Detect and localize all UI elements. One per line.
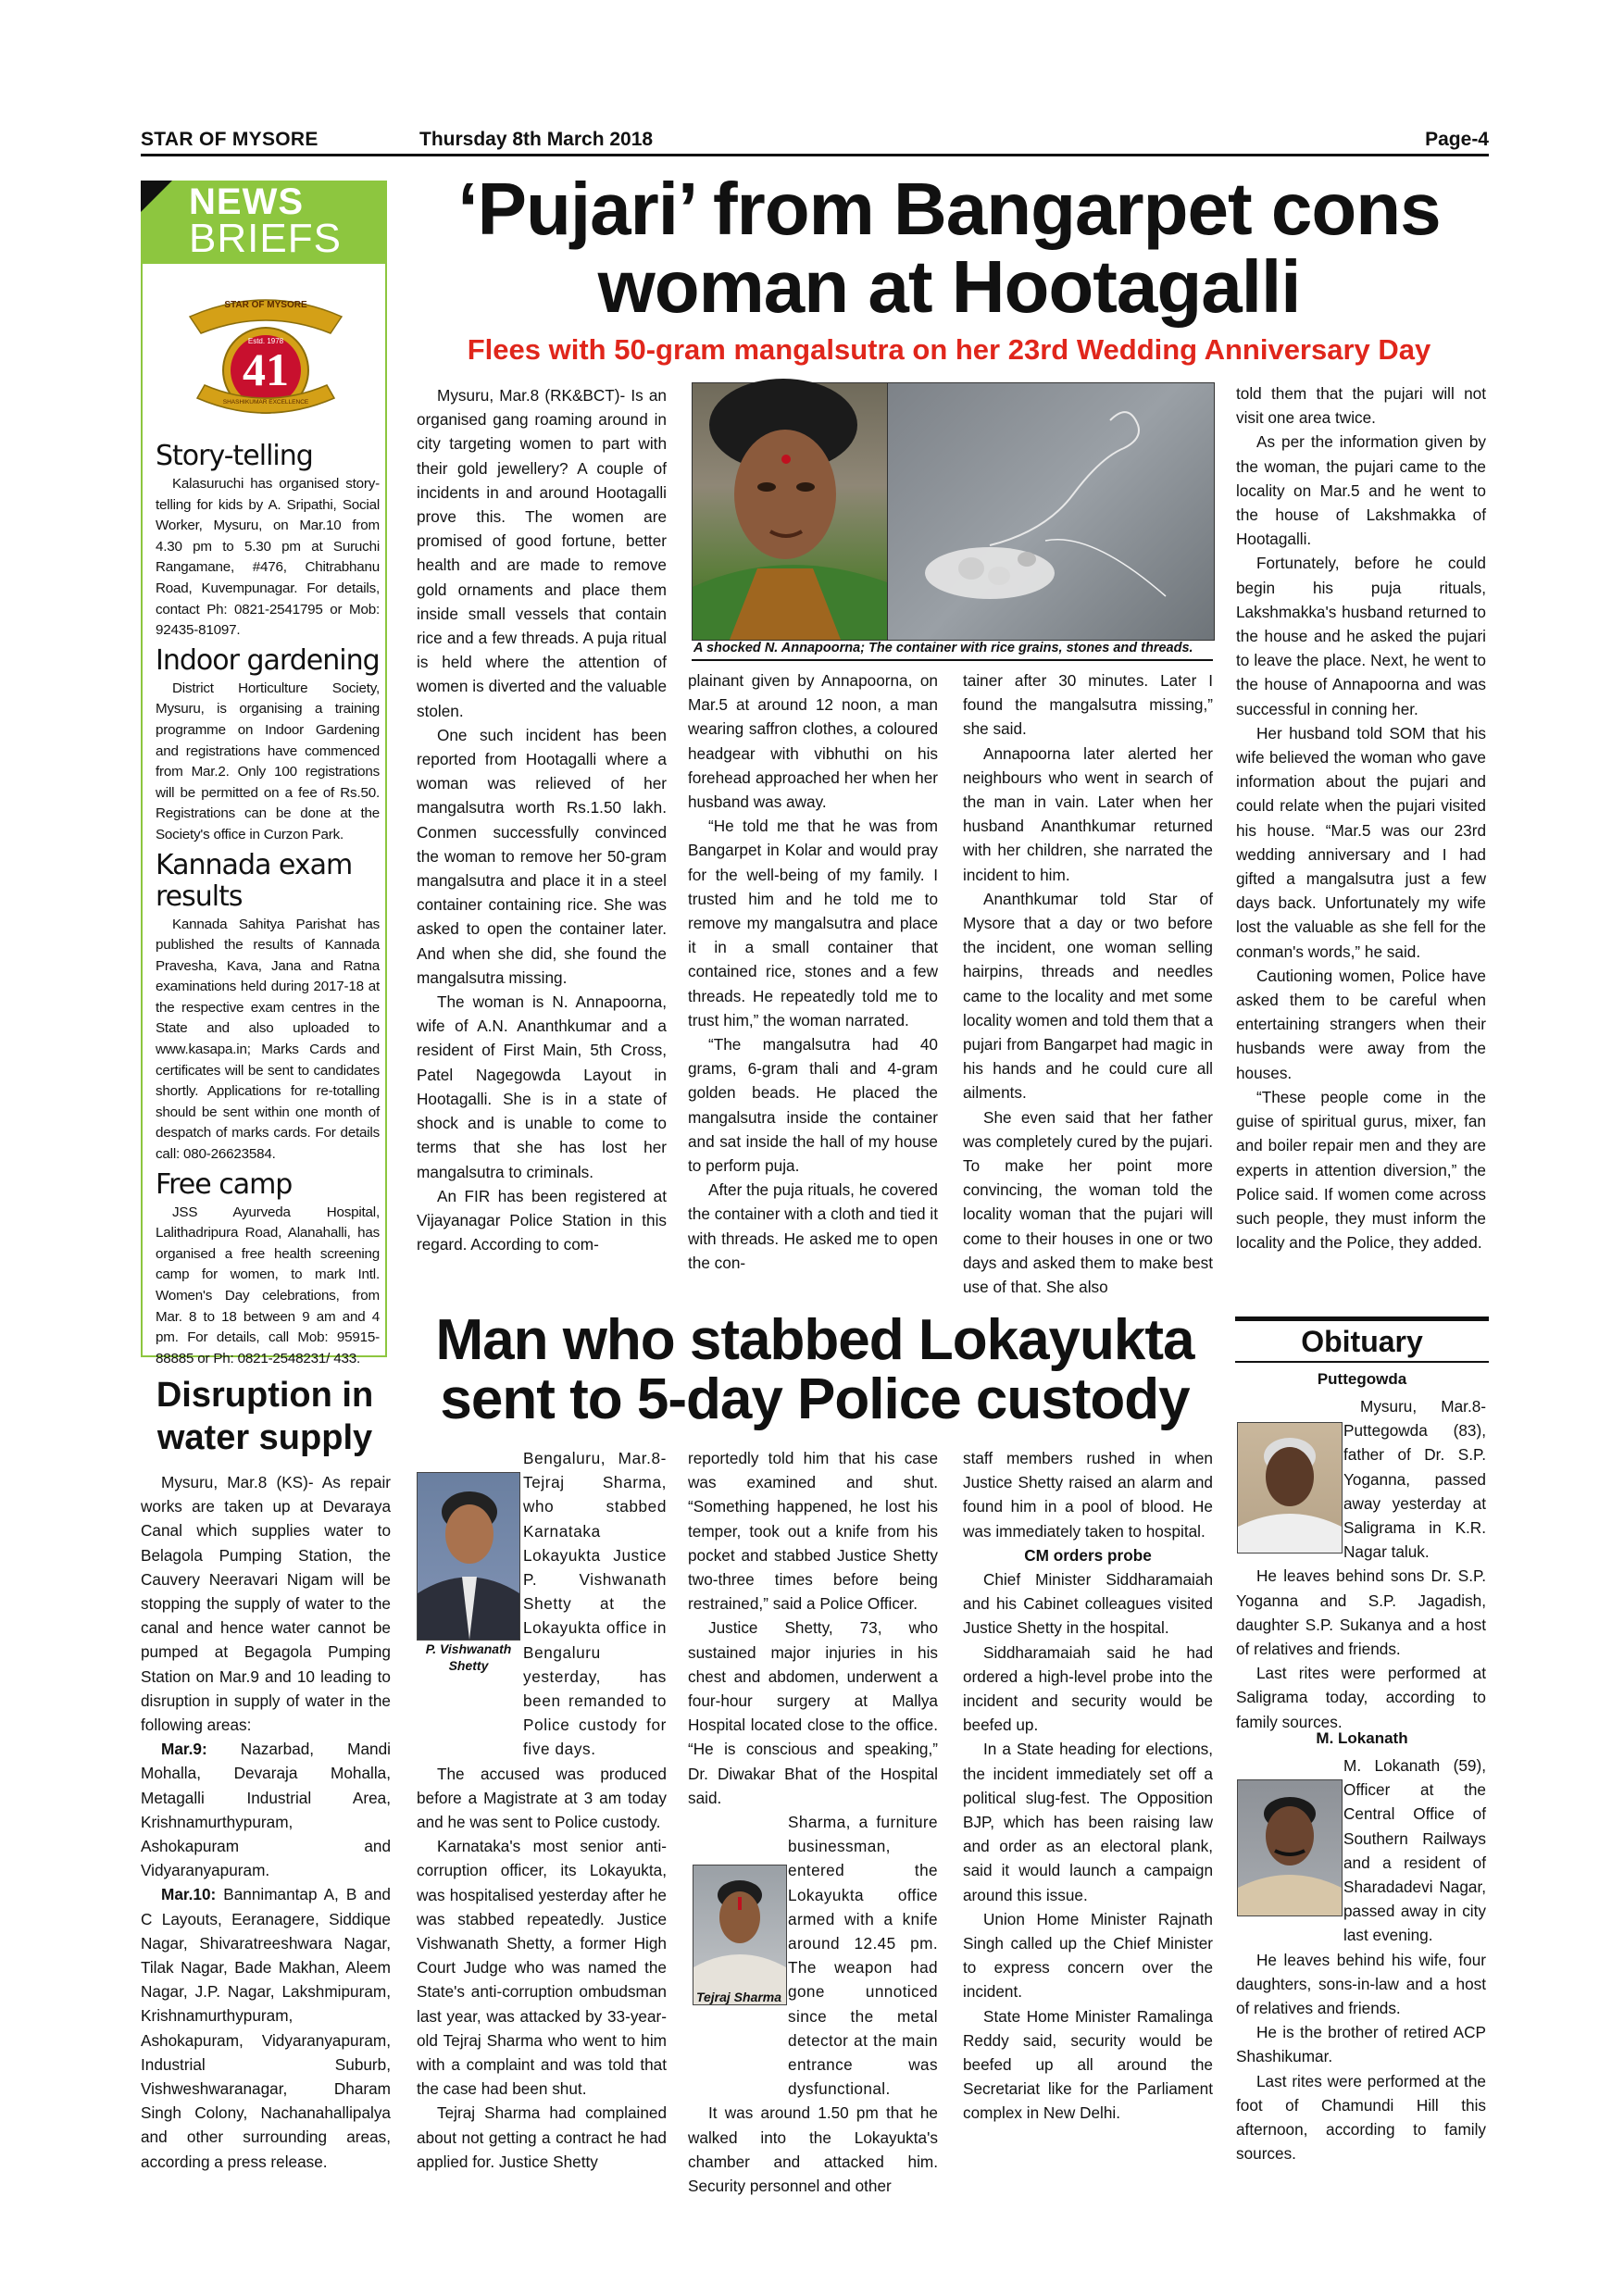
container-rice-photo bbox=[887, 382, 1215, 641]
pujari-paragraph: “These people come in the guise of spiritual gurus, mixer, fan and boiler repair men and they are experts in attention diversion,” the Police said. If women come across such people, they must inform the locality and the Police, they added. bbox=[1236, 1087, 1486, 1253]
masthead-date: Thursday 8th March 2018 bbox=[419, 129, 654, 150]
news-briefs-banner bbox=[141, 181, 387, 264]
water-article-body bbox=[141, 1470, 391, 2174]
caption-rule bbox=[692, 659, 1213, 661]
brief-body: District Horticulture Society, Mysuru, is organising a training programme on Indoor Gardening and registrations have commenced from Mar.2. Only 100 registrations will be permitted on a fee of Rs.50. Registrations can be done at the Society's office in Curzon Park. bbox=[156, 680, 380, 842]
masthead-paper-name: STAR OF MYSORE bbox=[141, 129, 319, 150]
brief-heading: Indoor gardening bbox=[156, 643, 380, 677]
pujari-paragraph: An FIR has been registered at Vijayanagar Police Station in this regard. According to com- bbox=[417, 1186, 667, 1254]
obituary-puttegowda-text bbox=[1236, 1394, 1486, 1731]
pujari-paragraph: Mysuru, Mar.8 (RK&BCT)- Is an organised gang roaming around in city targeting women to part with their gold jewellery? A couple of incidents in and around Hootagalli prove this. The women are promised of good fortune, better health and are made to remove gold ornaments and place them inside small vessels that contain rice and a few threads. A puja ritual is held where the attention of women is diverted and the valuable stolen. bbox=[417, 386, 667, 720]
obituary-bottom-rule bbox=[1235, 1361, 1489, 1363]
logo-number: 41 bbox=[243, 343, 289, 395]
pujari-paragraph: plainant given by Annapoorna, on Mar.5 at around 12 noon, a man wearing saffron clothes, a coloured headgear with vibhuthi on his forehead approached her when her husband was away. bbox=[688, 671, 938, 812]
pujari-paragraph: Her husband told SOM that his wife believed the woman who gave information about the pujari and could relate when the pujari visited his house. “Mar.5 was our 23rd wedding anniversary and I had gifted a mangalsutra just a few days back. Unfortunately my wife lost the valuable as she fell for the conman's words,” he said. bbox=[1236, 723, 1486, 961]
lokayukta-paragraph: State Home Minister Ramalinga Reddy said, security would be beefed up all around the Secretariat like for the Parliament complex in New Delhi. bbox=[963, 2006, 1213, 2123]
water-dates-mar9 bbox=[141, 1737, 391, 1882]
brief-body: Kalasuruchi has organised story-telling for kids by A. Sripathi, Social Worker, Mysuru, on Mar.10 from 4.30 pm to 5.30 pm at Suruchi Rangamane, #476, Chitrabhanu Road, Kuvempunagar. For details, contact Ph: 0821-2541795 or Mob: 92435-81097. bbox=[156, 476, 380, 639]
lokayukta-paragraph: The accused was produced before a Magistrate at 3 am today and he was sent to Police custody. bbox=[417, 1764, 667, 1832]
obituary-paragraph: He leaves behind his wife, four daughters, sons-in-law and a host of relatives and friends. bbox=[1236, 1950, 1486, 2018]
lokayukta-column-1 bbox=[417, 1446, 667, 2177]
obituary-title: Obituary bbox=[1301, 1325, 1423, 1358]
lokayukta-column-2 bbox=[688, 1446, 938, 2196]
obituary-lokanath-text bbox=[1236, 1753, 1486, 2179]
water-areas: Nazarbad, Mandi Mohalla, Devaraja Mohalla, Metagalli Industrial Area, Krishnamurthypuram, Ashokapuram and Vidyaranyapuram. bbox=[141, 1740, 391, 1880]
brief-heading: Kannada exam results bbox=[156, 848, 353, 913]
obituary-paragraph: He is the brother of retired ACP Shashikumar. bbox=[1236, 2023, 1486, 2066]
obituary-intro: Mysuru, Mar.8- Puttegowda (83), father of Dr. S.P. Yoganna, passed away yesterday at Saligrama in K.R. Nagar taluk. bbox=[1343, 1397, 1486, 1562]
pujari-paragraph: Ananthkumar told Star of Mysore that a day or two before the incident, one woman selling hairpins, threads and needles came to the locality and met some locality women and told them that a pujari from Bangarpet had magic in his hands and he could cure all ailments. bbox=[963, 889, 1213, 1103]
briefs-list bbox=[156, 437, 380, 1369]
lokayukta-paragraph: staff members rushed in when Justice Shetty raised an alarm and found him in a pool of blood. He was immediately taken to hospital. bbox=[963, 1449, 1213, 1541]
lokayukta-paragraph: Karnataka's most senior anti-corruption officer, its Lokayukta, was hospitalised yesterday after he was stabbed repeatedly. Justice Vishwanath Shetty, a former High Court Judge who was named the State's anti-corruption ombudsman last year, was attacked by 33-year-old Tejraj Sharma who went to him with a complaint and was told that the case had been shut. bbox=[417, 1837, 667, 2099]
lokayukta-sharma-paragraph: Sharma, a furniture businessman, entered the Lokayukta office armed with a knife around 12.45 pm. The weapon had gone unnoticed since the metal detector at the main entrance was dysfunctional. bbox=[788, 1813, 938, 2099]
lokayukta-paragraph: In a State heading for elections, the incident immediately set off a political slug-fest. The Opposition BJP, which has been raising law and order as an electoral plank, said it would launch a campaign around this issue. bbox=[963, 1740, 1213, 1904]
brief-item bbox=[156, 645, 380, 846]
brief-item bbox=[156, 441, 380, 642]
obituary-top-rule bbox=[1235, 1316, 1489, 1321]
pujari-paragraph: Fortunately, before he could begin his puja rituals, Lakshmakka's husband returned to the house and he asked the pujari to leave the place. Next, he went to the house of Annapoorna and was successful in conning her. bbox=[1236, 554, 1486, 718]
annapoorna-photo bbox=[692, 382, 888, 641]
pujari-paragraph: “The mangalsutra had 40 grams, 6-gram thali and 4-gram golden beads. He placed the mangalsutra inside the container and sat inside the hall of my house to perform puja. bbox=[688, 1035, 938, 1176]
masthead-rule bbox=[141, 154, 1489, 156]
lokayukta-paragraph: Justice Shetty, 73, who sustained major injuries in his chest and abdomen, underwent a four-hour surgery at Mallya Hospital located close to the office. “He is conscious and speaking,” Dr. Diwakar Bhat of the Hospital said. bbox=[688, 1618, 938, 1807]
logo-est-text: Estd. 1978 bbox=[247, 337, 284, 345]
pujari-paragraph: Annapoorna later alerted her neighbours who went in search of the man in vain. Later when her husband Ananthkumar returned with her children, she narrated the incident to him. bbox=[963, 743, 1213, 884]
vishwanath-shetty-caption: P. Vishwanath Shetty bbox=[425, 1641, 512, 1673]
cm-orders-probe-subhead: CM orders probe bbox=[1024, 1545, 1152, 1565]
water-dates-mar10 bbox=[141, 1882, 391, 2173]
briefs-title-briefs: BRIEFS bbox=[189, 216, 342, 261]
masthead-page-number: Page-4 bbox=[1425, 129, 1489, 150]
brief-item bbox=[156, 1169, 380, 1370]
logo-bottom-text: SHASHIKUMAR EXCELLENCE bbox=[222, 399, 309, 406]
obituary-paragraph: Last rites were performed at Saligrama today, according to family sources. bbox=[1236, 1664, 1486, 1731]
pujari-headline-line2: woman at Hootagalli bbox=[597, 245, 1301, 328]
pujari-paragraph: Cautioning women, Police have asked them to be careful when entertaining strangers when their husbands were away from the houses. bbox=[1236, 966, 1486, 1082]
water-paragraph: Mysuru, Mar.8 (KS)- As repair works are taken up at Devaraya Canal which supplies water to Belagola Pumping Station, the Cauvery Neeravari Nigam will be stopping the supply of water to the canal and hence water cannot be pumped at Begagola Pumping Station on Mar.9 and 10 leading to disruption in supply of water in the following areas: bbox=[141, 1473, 391, 1735]
lokayukta-headline-line2: sent to 5-day Police custody bbox=[440, 1367, 1190, 1431]
obituary-paragraph: He leaves behind sons Dr. S.P. Yoganna and S.P. Jagadish, daughter S.P. Sukanya and a host of relatives and friends. bbox=[1236, 1566, 1486, 1659]
lokayukta-paragraph: Tejraj Sharma had complained about not getting a contract he had applied for. Justice Shetty bbox=[417, 2103, 667, 2171]
pujari-paragraph: After the puja rituals, he covered the container with a cloth and tied it with threads. He asked me to open the con- bbox=[688, 1180, 938, 1272]
pujari-paragraph: As per the information given by the woman, the pujari came to the locality on Mar.5 and he went to the house of Lakshmakka of Hootagalli. bbox=[1236, 432, 1486, 549]
pujari-column-3 bbox=[963, 668, 1213, 1300]
logo-top-text: STAR OF MYSORE bbox=[224, 300, 307, 310]
lokayukta-intro: Bengaluru, Mar.8- Tejraj Sharma, who stabbed Karnataka Lokayukta Justice P. Vishwanath Shetty at the Lokayukta office in Bengaluru yesterday, has been remanded to Police custody for five days. bbox=[523, 1449, 667, 1759]
tejraj-sharma-caption: Tejraj Sharma bbox=[695, 1990, 782, 2004]
brief-heading: Free camp bbox=[156, 1167, 293, 1201]
brief-body: JSS Ayurveda Hospital, Lalithadripura Road, Alanahalli, has organised a free health screening camp for women, to mark Intl. Women's Day celebrations, from Mar. 8 to 18 between 9 am and 4 pm. For details, call Mob: 95915-88885 or Ph: 0821-2548231/ 433. bbox=[156, 1204, 380, 1366]
pujari-column-4 bbox=[1236, 381, 1486, 1300]
obituary-paragraph: Last rites were performed at the foot of Chamundi Hill this afternoon, according to family sources. bbox=[1236, 2071, 1486, 2164]
briefs-corner-decoration bbox=[141, 181, 172, 212]
brief-heading: Story-telling bbox=[156, 440, 313, 472]
pujari-paragraph: One such incident has been reported from Hootagalli where a woman was relieved of her mangalsutra worth Rs.1.50 lakh. Conmen successfully convinced the woman to remove her 50-gram mangalsutra and place it in a steel container containing rice. She was asked to open the container later. And when she did, she found the mangalsutra missing. bbox=[417, 725, 667, 987]
briefs-title-news: NEWS bbox=[189, 181, 304, 222]
lokayukta-paragraph: reportedly told him that his case was examined and shut. “Something happened, he lost his temper, took out a knife from his pocket and stabbed Justice Shetty two-three times before being restrained,” said a Police Officer. bbox=[688, 1449, 938, 1614]
puttegowda-name: Puttegowda bbox=[1317, 1370, 1407, 1388]
lokanath-name: M. Lokanath bbox=[1316, 1729, 1408, 1747]
water-areas: Bannimantap A, B and C Layouts, Eeranagere, Siddique Nagar, Shivaratreeshwara Nagar, Tilak Nagar, Bade Makhan, Aleem Nagar, J.P. Nagar, Lakshmipuram, Krishnamurthypuram, Ashokapuram, Vidyaranyapuram, Industrial Suburb, Vishweshwaranagar, Dharam Singh Colony, Nachanahallipalya and other surrounding areas, according a press release. bbox=[141, 1885, 391, 2171]
obituary-intro: M. Lokanath (59), Officer at the Central Office of Southern Railways and a resident of Sharadadevi Nagar, passed away in city last evening. bbox=[1343, 1756, 1486, 1945]
pujari-paragraph: told them that the pujari will not visit one area twice. bbox=[1236, 384, 1486, 428]
lokayukta-column-3 bbox=[963, 1446, 1213, 2177]
lokayukta-paragraph: Union Home Minister Rajnath Singh called up the Chief Minister to express concern over the incident. bbox=[963, 1909, 1213, 2002]
pujari-headline-line1: ‘Pujari’ from Bangarpet cons bbox=[457, 168, 1441, 250]
water-headline: Disruption in water supply bbox=[156, 1376, 374, 1457]
lokayukta-headline-line1: Man who stabbed Lokayukta bbox=[435, 1308, 1194, 1372]
brief-body: Kannada Sahitya Parishat has published the results of Kannada Pravesha, Kava, Jana and Ratna examinations held during 2017-18 at the respective exam centres in the State and also uploaded to www.kasapa.in; Marks Cards and certificates will be sent to candidates shortly. Applications for re-totalling should be sent within one month of despatch of marks cards. For details call: 080-26623584. bbox=[156, 916, 380, 1163]
water-date-label: Mar.9: bbox=[161, 1740, 207, 1759]
pujari-column-2 bbox=[688, 668, 938, 1300]
lokayukta-paragraph: It was around 1.50 pm that he walked into the Lokayukta's chamber and attacked him. Security personnel and other bbox=[688, 2103, 938, 2196]
pujari-paragraph: The woman is N. Annapoorna, wife of A.N. Ananthkumar and a resident of First Main, 5th Cross, Patel Nagegowda Layout in Hootagalli. She is in a state of shock and is unable to come to terms that she has lost her mangalsutra to criminals. bbox=[417, 992, 667, 1181]
brief-item bbox=[156, 850, 380, 1166]
water-date-label: Mar.10: bbox=[161, 1885, 217, 1904]
pujari-paragraph: tainer after 30 minutes. Later I found the mangalsutra missing,” she said. bbox=[963, 671, 1213, 739]
pujari-subhead: Flees with 50-gram mangalsutra on her 23rd Wedding Anniversary Day bbox=[467, 333, 1431, 366]
lokayukta-paragraph: Chief Minister Siddharamaiah and his Cabinet colleagues visited Justice Shetty in the hospital. bbox=[963, 1570, 1213, 1638]
pujari-paragraph: “He told me that he was from Bangarpet in Kolar and would pray for the well-being of my family. I trusted him and he told me to remove my mangalsutra and place it in a small container that contained rice, stones and a few threads. He repeatedly told me to trust him,” the woman narrated. bbox=[688, 817, 938, 1029]
pujari-paragraph: She even said that her father was completely cured by the pujari. To make her point more convincing, the woman told the locality woman that the pujari will come to their houses in one or two days and asked them to make best use of that. She also bbox=[963, 1107, 1213, 1297]
lokayukta-paragraph: Siddharamaiah said he had ordered a high-level probe into the incident and security would be beefed up. bbox=[963, 1642, 1213, 1735]
pujari-column-1 bbox=[417, 383, 667, 1300]
pujari-photo-caption: A shocked N. Annapoorna; The container with rice grains, stones and threads. bbox=[693, 641, 1193, 655]
anniversary-logo bbox=[182, 289, 349, 428]
